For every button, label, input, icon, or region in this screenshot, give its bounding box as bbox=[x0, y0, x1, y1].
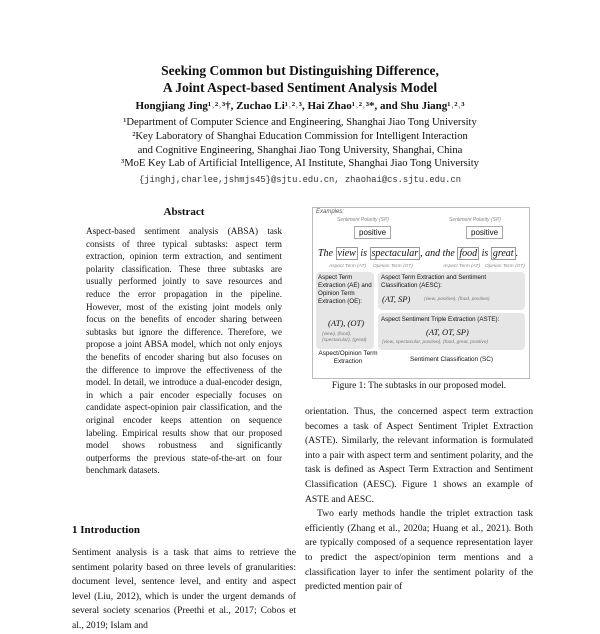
box-aesc bbox=[378, 272, 525, 310]
caption-sc: Sentiment Classification (SC) bbox=[409, 356, 494, 363]
polarity-box-left: positive bbox=[354, 226, 391, 239]
box-aste-formula: (AT, OT, SP) bbox=[426, 327, 469, 337]
figure-caption: Figure 1: The subtasks in our proposed model. bbox=[331, 381, 507, 391]
box-ae-oe-formula: (AT), (OT) bbox=[328, 318, 365, 328]
section-heading-introduction: 1 Introduction bbox=[72, 524, 140, 536]
at-label-right: Aspect Term (AT) bbox=[443, 264, 481, 269]
ot-label-right: Opinion Term (OT) bbox=[485, 264, 525, 269]
example-sentence bbox=[318, 248, 518, 259]
word-period: . bbox=[515, 248, 519, 259]
abstract-heading: Abstract bbox=[163, 206, 205, 218]
word-food: food bbox=[459, 248, 478, 259]
word-is-1: is bbox=[360, 248, 367, 259]
word-the: The bbox=[318, 248, 333, 259]
caption-ae-oe: Aspect/Opinion Term Extraction bbox=[318, 350, 378, 365]
author-list: Hongjiang Jing¹˒²˒³†, Zuchao Li¹˒²˒³, Hai Zhao¹˒²˒³*, and Shu Jiang¹˒²˒³ bbox=[135, 100, 465, 112]
affiliation-2-cont: and Cognitive Engineering, Shanghai Jiao Tong University, Shanghai, China bbox=[137, 144, 463, 156]
box-aste-title: Aspect Sentiment Triple Extraction (ASTE): bbox=[381, 316, 500, 323]
box-aesc-example: (view, positive), (food, positive) bbox=[424, 297, 490, 302]
box-aesc-formula: (AT, SP) bbox=[382, 294, 411, 304]
word-is-2: is bbox=[481, 248, 489, 259]
at-label-left: Aspect Term (AT) bbox=[329, 264, 367, 269]
box-ae-oe-title: Aspect Term Extraction (AE) and Opinion Term Extraction (OE): bbox=[318, 274, 372, 305]
affiliation-3: ³MoE Key Lab of Artificial Intelligence, AI Institute, Shanghai Jiao Tong University bbox=[121, 158, 479, 170]
word-and-the: and the bbox=[425, 248, 455, 259]
examples-label: Examples: bbox=[316, 209, 345, 215]
box-ae-oe-example: (view), (food), (spectacular), (great) bbox=[322, 332, 367, 343]
right-column-text bbox=[305, 405, 533, 595]
affiliation-2: ²Key Laboratory of Shanghai Education Commission for Intelligent Interaction bbox=[132, 130, 468, 142]
title-line-1: Seeking Common but Distinguishing Difference, bbox=[161, 63, 439, 78]
word-great: great bbox=[492, 248, 514, 259]
sp-label-right: Sentiment Polarity (SP) bbox=[449, 217, 501, 223]
paper-title bbox=[0, 62, 600, 96]
right-paragraph-2: Two early methods handle the triplet extraction task efficiently (Zhang et al., 2020a; Huang et al., 2021). Both are typically composed of a sequence representation layer to predict the aspect/opinion term mentions and a classification layer to infer the sentiment polarity of the predicted mention pair of bbox=[305, 508, 533, 593]
box-aesc-title: Aspect Term Extraction and Sentiment Classification (AESC): bbox=[381, 274, 487, 289]
right-paragraph-1: orientation. Thus, the concerned aspect term extraction becomes a task of Aspect Sentiment Triplet Extraction (ASTE). Similarly, the relevant information is formulated into a pair with aspect term and sentiment polarity, and the task is defined as Aspect Term Extraction and Sentiment Classification (AESC). Figure 1 shows an example of ASTE and AESC. bbox=[305, 406, 533, 505]
word-view: view bbox=[337, 248, 356, 259]
figure-1 bbox=[312, 207, 530, 379]
title-line-2: A Joint Aspect-based Sentiment Analysis Model bbox=[162, 80, 438, 95]
box-ae-oe bbox=[316, 272, 374, 349]
affiliations bbox=[0, 116, 600, 171]
author-emails: {jinghj,charlee,jshmjs45}@sjtu.edu.cn, zhaohai@cs.sjtu.edu.cn bbox=[138, 175, 462, 185]
word-spectacular: spectacular bbox=[371, 248, 419, 259]
ot-label-left: Opinion Term (OT) bbox=[373, 264, 413, 269]
sp-label-left: Sentiment Polarity (SP) bbox=[337, 217, 389, 223]
polarity-box-right: positive bbox=[466, 226, 503, 239]
box-aste-example: (view, spectacular, positive), (food, great, positive) bbox=[382, 340, 489, 345]
abstract-text: Aspect-based sentiment analysis (ABSA) task consists of three typical subtasks: aspect term extraction, opinion term extraction, and sentiment polarity classification. These three subtasks are usually performed jointly to save resources and reduce the error propagation in the pipeline. However, most of the existing joint models only focus on the benefits of encoder sharing between subtasks but ignore the difference. Therefore, we propose a joint ABSA model, which not only enjoys the benefits of encoder sharing but also focuses on the difference to improve the effectiveness of the model. In detail, we introduce a dual-encoder design, in which a pair encoder especially focuses on candidate aspect-opinion pair classification, and the original encoder keeps attention on sequence labeling. Empirical results show that our proposed model shows robustness and significantly outperforms the previous state-of-the-art on four benchmark datasets. bbox=[86, 226, 282, 476]
introduction-text: Sentiment analysis is a task that aims to retrieve the sentiment polarity based on three levels of granularities: document level, sentence level, and entity and aspect level (Liu, 2012), which is under the urgent demands of several society scenarios (Preethi et al., 2017; Cobos et al., 2019; Islam and bbox=[72, 547, 296, 631]
word-comma: , bbox=[420, 248, 423, 259]
box-aste bbox=[378, 313, 525, 350]
affiliation-1: ¹Department of Computer Science and Engineering, Shanghai Jiao Tong University bbox=[123, 117, 477, 128]
